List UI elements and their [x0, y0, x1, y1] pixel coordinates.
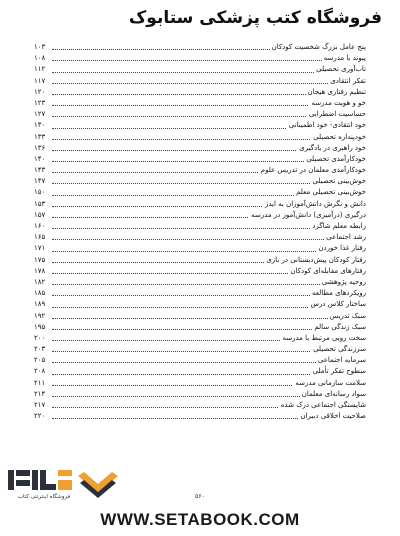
toc-entry: [34, 255, 366, 266]
toc-entry-page: ۲۱۴: [34, 389, 47, 400]
toc-entry-page: ۱۶۵: [34, 232, 47, 243]
toc-entry: [34, 76, 366, 87]
toc-entry: [34, 120, 366, 131]
page-number: ۵۶۰: [195, 493, 205, 500]
toc-entry-page: ۲۰۸: [34, 366, 47, 377]
toc-entry: [34, 411, 366, 422]
toc-entry: [34, 64, 366, 75]
toc-entry-title: پیوند با مدرسه: [322, 53, 366, 64]
toc-entry-title: سرزندگی تحصیلی: [311, 344, 366, 355]
toc-entry-page: ۱۳۰: [34, 120, 47, 131]
toc-entry-page: ۱۲۳: [34, 98, 47, 109]
toc-entry: [34, 87, 366, 98]
toc-entry: [34, 210, 366, 221]
toc-entry-page: ۲۱۷: [34, 400, 47, 411]
toc-entry: [34, 400, 366, 411]
toc-entry-title: حساسیت اضطرابی: [307, 109, 366, 120]
toc-entry-page: ۱۹۲: [34, 311, 47, 322]
toc-entry-page: ۱۸۲: [34, 277, 47, 288]
toc-leader-dots: [52, 83, 366, 84]
toc-entry: [34, 176, 366, 187]
toc-entry-title: خودکارآمدی معلمان در تدریس علوم: [259, 165, 366, 176]
toc-entry-title: سلامت سازمانی مدرسه: [293, 378, 366, 389]
toc-entry: [34, 98, 366, 109]
toc-entry: [34, 187, 366, 198]
toc-entry-page: ۱۵۰: [34, 187, 47, 198]
toc-entry-title: سبک زندگی سالم: [312, 322, 366, 333]
toc-entry-title: خود راهبری در یادگیری: [297, 143, 366, 154]
toc-entry: [34, 311, 366, 322]
toc-entry: [34, 165, 366, 176]
toc-entry-page: ۱۴۳: [34, 165, 47, 176]
toc-entry-page: ۱۲۰: [34, 87, 47, 98]
toc-entry: [34, 322, 366, 333]
toc-entry-title: صلاحیت اخلاقی دبیران: [298, 411, 366, 422]
toc-leader-dots: [52, 239, 366, 240]
toc-entry-title: ساختار کلاس درس: [309, 299, 367, 310]
toc-entry-page: ۱۸۵: [34, 288, 47, 299]
toc-entry-page: ۲۱۱: [34, 378, 47, 389]
toc-entry-page: ۱۵۷: [34, 210, 47, 221]
toc-entry-page: ۱۶۰: [34, 221, 47, 232]
toc-entry-title: رویکردهای مطالعه: [310, 288, 366, 299]
website-url: WWW.SETABOOK.COM: [100, 510, 300, 529]
toc-entry-title: تفکر انتقادی: [328, 76, 366, 87]
toc-entry: [34, 277, 366, 288]
toc-entry: [34, 42, 366, 53]
toc-entry-title: تاب‌آوری تحصیلی: [314, 64, 366, 75]
toc-entry-title: رفتار غذا خوردن: [316, 243, 366, 254]
toc-entry-title: سرمایه اجتماعی: [316, 355, 366, 366]
toc-entry-title: روحیه پژوهشی: [320, 277, 366, 288]
toc-entry-page: ۱۴۷: [34, 176, 47, 187]
toc-entry: [34, 199, 366, 210]
toc-entry-title: سبک تدریس: [328, 311, 366, 322]
toc-entry-page: ۱۵۳: [34, 199, 47, 210]
toc-entry: [34, 389, 366, 400]
toc-entry: [34, 266, 366, 277]
toc-entry-title: سواد رسانه‌ای معلمان: [300, 389, 366, 400]
toc-entry-page: ۱۱۷: [34, 76, 47, 87]
toc-entry-page: ۱۳۶: [34, 143, 47, 154]
toc-entry-title: شایستگی اجتماعی درک شده: [279, 400, 366, 411]
toc-entry: [34, 243, 366, 254]
toc-entry-page: ۱۱۲: [34, 64, 47, 75]
toc-entry: [34, 344, 366, 355]
toc-entry: [34, 288, 366, 299]
toc-entry-title: پنج عامل بزرگ شخصیت کودکان: [270, 42, 366, 53]
toc-leader-dots: [52, 60, 366, 61]
toc-entry: [34, 109, 366, 120]
toc-entry-page: ۱۰۳: [34, 42, 47, 53]
toc-entry: [34, 143, 366, 154]
toc-entry-page: ۱۷۱: [34, 243, 47, 254]
toc-entry-title: خوش‌بینی تحصیلی: [310, 176, 366, 187]
page-title: فروشگاه کتب پزشکی ستابوک: [128, 8, 382, 28]
toc-entry: [34, 366, 366, 377]
toc-entry-title: خو و هویت مدرسه: [309, 98, 366, 109]
toc-entry-title: دانش و نگرش دانش‌آموزان به ایدز: [263, 199, 366, 210]
toc-entry: [34, 378, 366, 389]
toc-entry-title: رابطه معلم شاگرد: [310, 221, 366, 232]
toc-entry: [34, 232, 366, 243]
toc-entry-page: ۲۰۳: [34, 344, 47, 355]
toc-entry-title: تنظیم رفتاری هیجان: [306, 87, 366, 98]
toc-entry-page: ۱۹۵: [34, 322, 47, 333]
toc-entry-page: ۲۰۰: [34, 333, 47, 344]
logo-tagline: فروشگاه اینترنتی کتاب: [17, 494, 71, 500]
toc-entry-title: درگیری (درآمیزی) دانش‌آموز در مدرسه: [249, 210, 366, 221]
toc-entry: [34, 132, 366, 143]
toc-entry: [34, 333, 366, 344]
toc-entry-page: ۲۰۵: [34, 355, 47, 366]
toc-entry: [34, 355, 366, 366]
toc-entry-title: رفتارهای مقابله‌ای کودکان: [288, 266, 366, 277]
toc-entry: [34, 299, 366, 310]
toc-entry-title: خوش‌بینی تحصیلی معلم: [294, 187, 366, 198]
toc-entry-title: خود انتقادی- خود اطمینانی: [287, 120, 366, 131]
toc-leader-dots: [52, 318, 366, 319]
toc-entry-page: ۱۰۸: [34, 53, 47, 64]
toc-entry-page: ۱۲۷: [34, 109, 47, 120]
toc-entry: [34, 154, 366, 165]
toc-entry-page: ۱۷۸: [34, 266, 47, 277]
toc-entry: [34, 221, 366, 232]
toc-entry-title: سخت رویی مرتبط با مدرسه: [280, 333, 366, 344]
toc-entry-title: سطوح تفکر تأملی: [311, 366, 366, 377]
toc-entry-page: ۱۸۹: [34, 299, 47, 310]
toc-entry-page: ۲۲۰: [34, 411, 47, 422]
toc-entry-page: ۱۷۵: [34, 255, 47, 266]
toc-entry-title: رفتار کودکان پیش‌دبستانی در بازی: [264, 255, 366, 266]
toc-entry-page: ۱۴۰: [34, 154, 47, 165]
toc-entry-title: رشد اجتماعی: [324, 232, 366, 243]
table-of-contents: [34, 42, 366, 422]
toc-entry-title: خودپنداره تحصیلی: [311, 132, 366, 143]
toc-entry-page: ۱۳۳: [34, 132, 47, 143]
toc-entry: [34, 53, 366, 64]
toc-entry-title: خودکارآمدی تحصیلی: [304, 154, 366, 165]
